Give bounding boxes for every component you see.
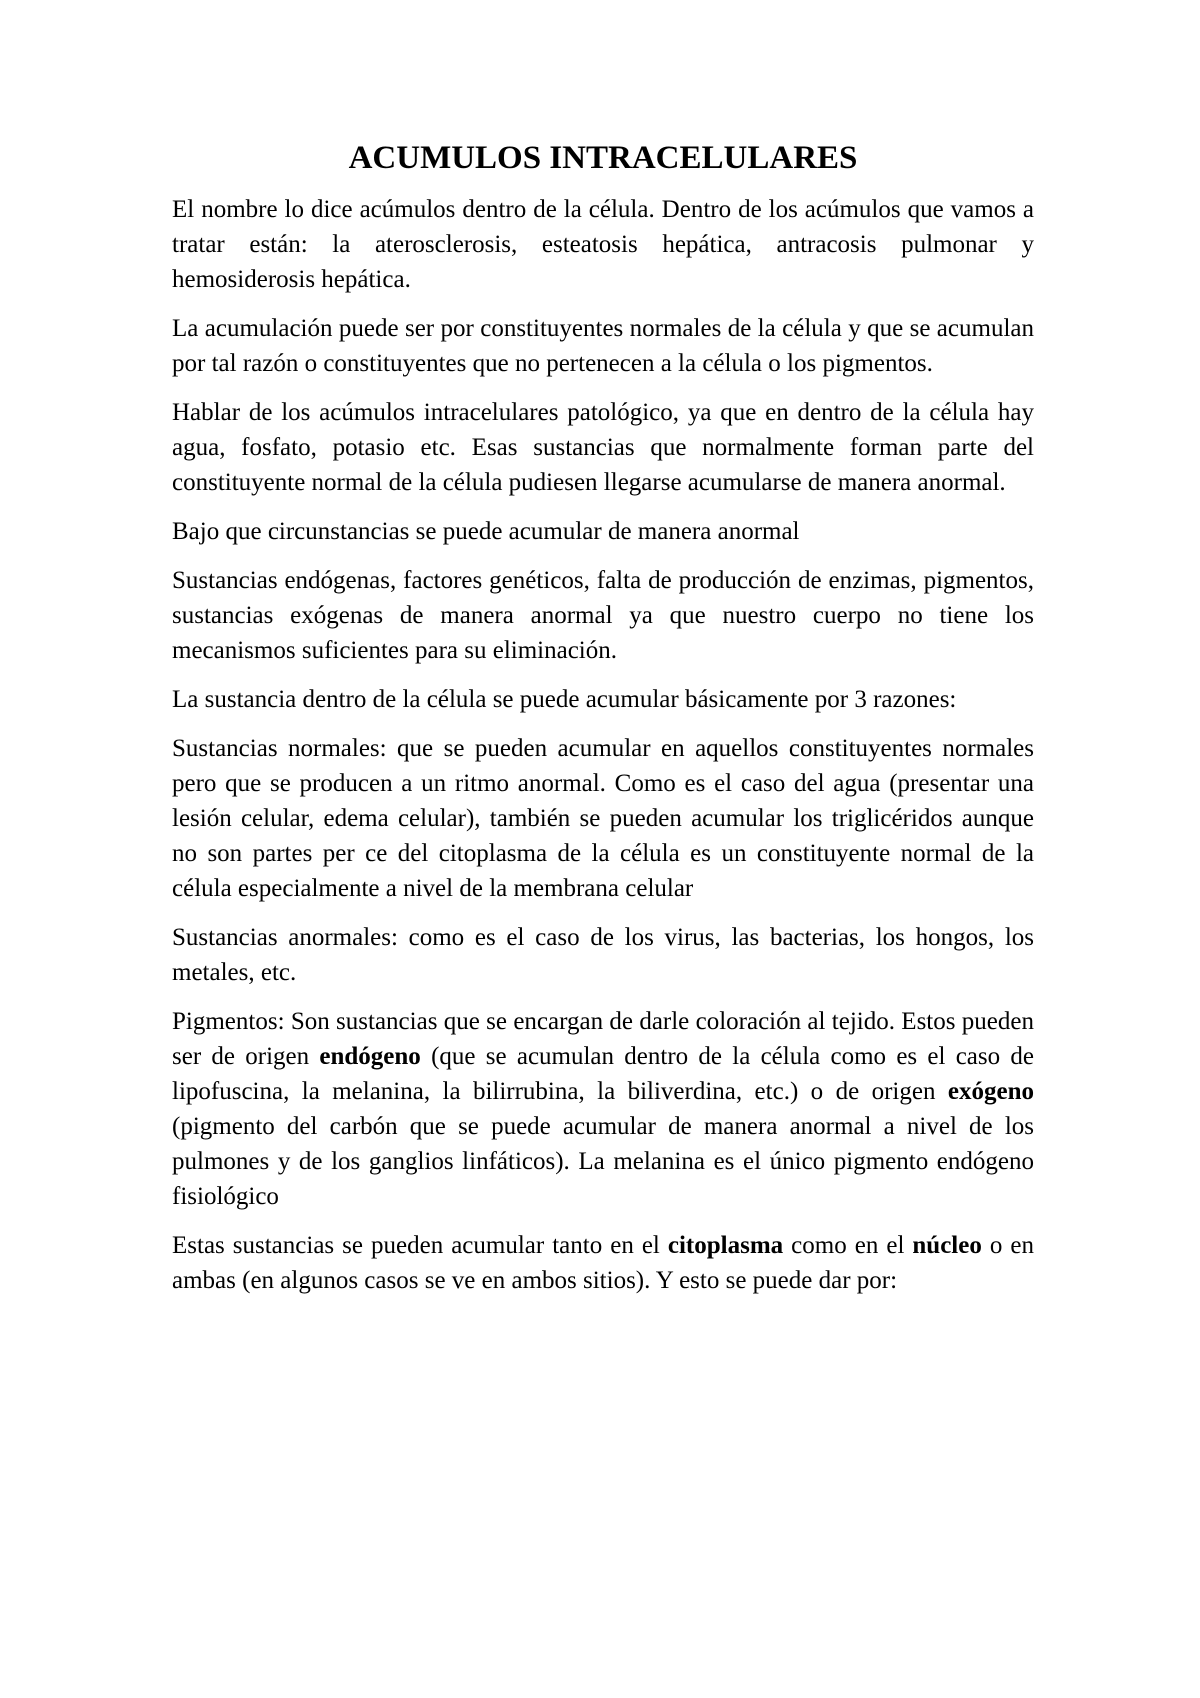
paragraph [172, 311, 1034, 381]
paragraph [172, 1228, 1034, 1298]
bold-term: exógeno [947, 1078, 1034, 1105]
document-body [172, 138, 1034, 1312]
paragraph [172, 514, 1034, 549]
paragraph-text: o en ambas (en algunos casos se ve en ambos sitios). Y esto se puede dar por: [172, 1232, 1034, 1294]
paragraph-text: Pigmentos: Son sustancias que se encargan de darle coloración al tejido. Estos pueden ser de origen [172, 1008, 1034, 1070]
paragraph-text: (pigmento del carbón que se puede acumular de manera anormal a nivel de los pulmones y de los ganglios linfáticos). La melanina es el único pigmento endógeno fisiológico [172, 1113, 1034, 1210]
paragraph-text: (que se acumulan dentro de la célula como es el caso de lipofuscina, la melanina, la bilirrubina, la biliverdina, etc.) o de origen [172, 1043, 1034, 1105]
paragraph-text: Sustancias endógenas, factores genéticos, falta de producción de enzimas, pigmentos, sustancias exógenas de manera anormal ya que nuestro cuerpo no tiene los mecanismos suficientes para su eliminación. [172, 567, 1034, 664]
paragraph [172, 731, 1034, 906]
paragraph [172, 682, 1034, 717]
paragraph [172, 920, 1034, 990]
paragraph-text: El nombre lo dice acúmulos dentro de la célula. Dentro de los acúmulos que vamos a tratar están: la aterosclerosis, esteatosis hepática, antracosis pulmonar y hemosiderosis hepática. [172, 196, 1034, 293]
document-title: ACUMULOS INTRACELULARES [348, 140, 858, 176]
paragraph-text: Sustancias normales: que se pueden acumular en aquellos constituyentes normales pero que se producen a un ritmo anormal. Como es el caso del agua (presentar una lesión celular, edema celular), también se pueden acumular los triglicéridos aunque no son partes per ce del citoplasma de la célula es un constituyente normal de la célula especialmente a nivel de la membrana celular [172, 735, 1034, 902]
bold-term: citoplasma [667, 1232, 784, 1259]
paragraph-text: Bajo que circunstancias se puede acumular de manera anormal [172, 518, 800, 545]
paragraph [172, 563, 1034, 668]
paragraph-text: Hablar de los acúmulos intracelulares patológico, ya que en dentro de la célula hay agua, fosfato, potasio etc. Esas sustancias que normalmente forman parte del constituyente normal de la célula pudiesen llegarse acumularse de manera anormal. [172, 399, 1034, 496]
paragraph [172, 1004, 1034, 1214]
paragraph-text: Estas sustancias se pueden acumular tanto en el [172, 1232, 668, 1259]
paragraph-text: Sustancias anormales: como es el caso de los virus, las bacterias, los hongos, los metales, etc. [172, 924, 1034, 986]
paragraph-text: La sustancia dentro de la célula se puede acumular básicamente por 3 razones: [172, 686, 957, 713]
paragraph [172, 192, 1034, 297]
bold-term: endógeno [319, 1043, 421, 1070]
paragraph-list [172, 192, 1034, 1298]
paragraph-text: como en el [783, 1232, 913, 1259]
bold-term: núcleo [912, 1232, 982, 1259]
paragraph-text: La acumulación puede ser por constituyentes normales de la célula y que se acumulan por tal razón o constituyentes que no pertenecen a la célula o los pigmentos. [172, 315, 1034, 377]
paragraph [172, 395, 1034, 500]
